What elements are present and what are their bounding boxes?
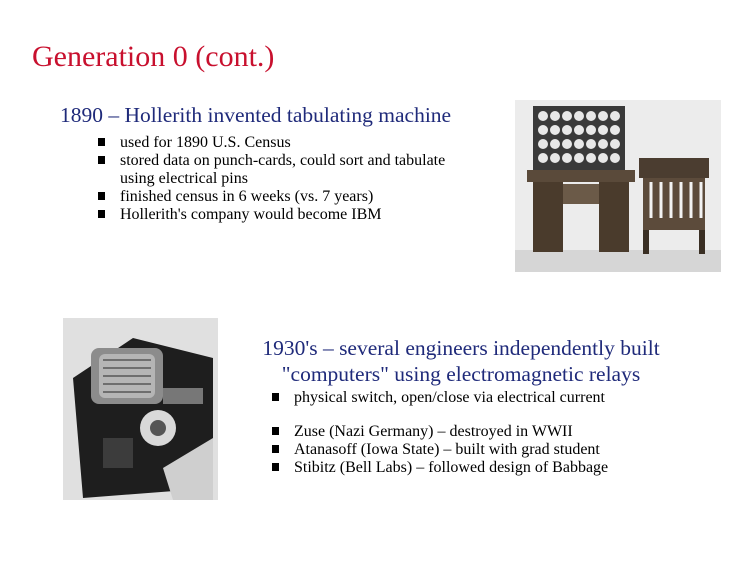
- slide-title: Generation 0 (cont.): [32, 40, 275, 73]
- bullet-square-icon: [98, 138, 105, 146]
- bullet-square-icon: [272, 393, 279, 401]
- bullet-square-icon: [98, 156, 105, 164]
- bullet-list-relays: [270, 389, 710, 477]
- list-item: stored data on punch-cards, could sort and tabulate using electrical pins: [96, 152, 476, 188]
- bullet-list-hollerith: [96, 134, 476, 224]
- list-item: Hollerith's company would become IBM: [96, 206, 476, 224]
- bullet-square-icon: [272, 427, 279, 435]
- list-item: used for 1890 U.S. Census: [96, 134, 476, 152]
- bullet-square-icon: [272, 463, 279, 471]
- list-item: Zuse (Nazi Germany) – destroyed in WWII: [270, 423, 710, 441]
- section-heading-hollerith: 1890 – Hollerith invented tabulating machine: [60, 103, 452, 127]
- section-heading-relays: 1930's – several engineers independently built "computers" using electromagnetic relays: [262, 336, 660, 386]
- relay-photo: [63, 318, 218, 500]
- bullet-square-icon: [98, 192, 105, 200]
- bullet-square-icon: [98, 210, 105, 218]
- list-item: Stibitz (Bell Labs) – followed design of Babbage: [270, 459, 710, 477]
- list-item: physical switch, open/close via electrical current: [270, 389, 710, 407]
- bullet-square-icon: [272, 445, 279, 453]
- list-item: finished census in 6 weeks (vs. 7 years): [96, 188, 476, 206]
- list-item: Atanasoff (Iowa State) – built with grad student: [270, 441, 710, 459]
- tabulating-machine-photo: [515, 100, 721, 272]
